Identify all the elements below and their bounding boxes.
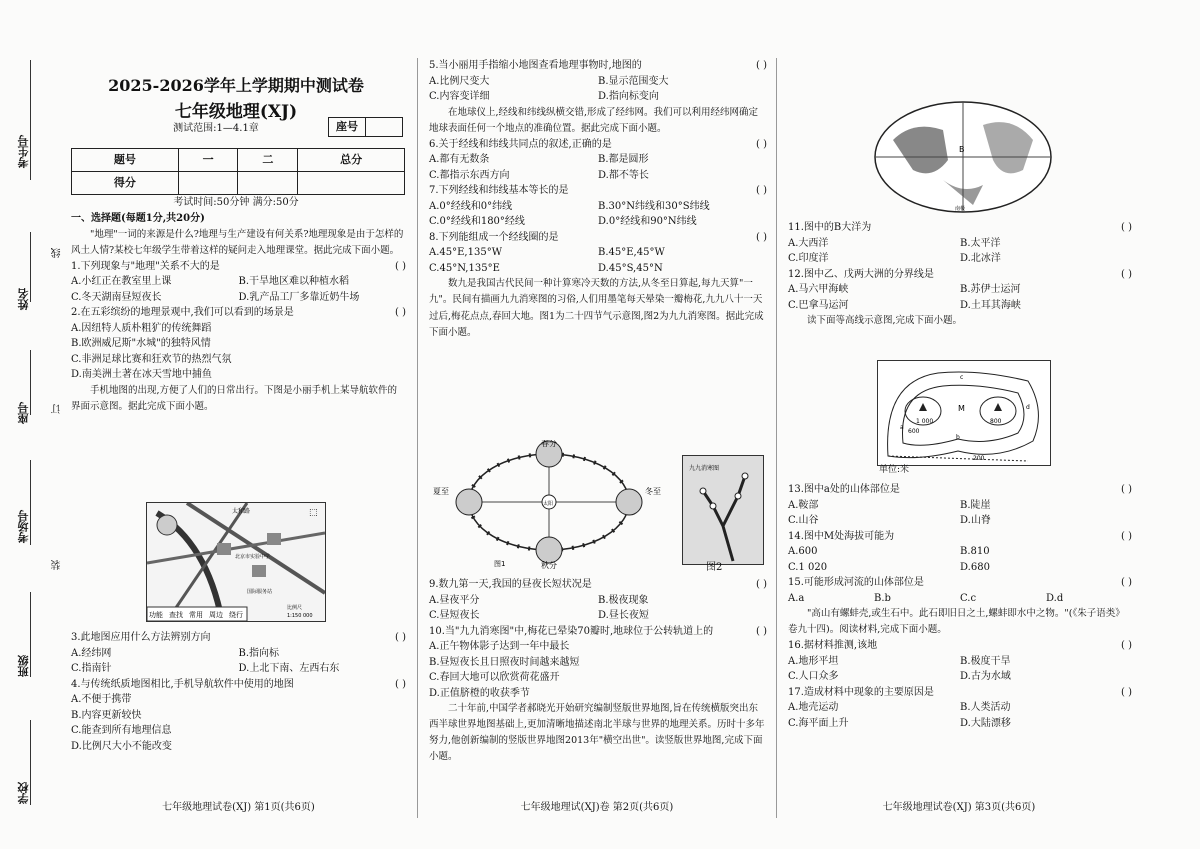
margin-label-name: 姓名 xyxy=(17,288,30,310)
cut-word-fold: 装 xyxy=(52,560,63,570)
margin-label-school: 学校 xyxy=(17,782,30,804)
svg-text:太和路: 太和路 xyxy=(232,508,251,515)
btn-nearby[interactable]: 周边 xyxy=(209,611,223,619)
svg-text:800: 800 xyxy=(990,418,1002,425)
svg-text:图1: 图1 xyxy=(494,560,506,568)
answer-paren[interactable]: ( ) xyxy=(395,260,406,272)
svg-text:冬至: 冬至 xyxy=(645,487,661,496)
btn-detour[interactable]: 绕行 xyxy=(229,611,243,619)
svg-text:b: b xyxy=(956,434,960,441)
svg-text:九九消寒图: 九九消寒图 xyxy=(689,465,720,472)
footer-page-1: 七年级地理试卷(XJ) 第1页(共6页) xyxy=(162,801,315,813)
svg-text:B: B xyxy=(959,145,965,154)
svg-text:国际服务站: 国际服务站 xyxy=(247,589,273,595)
solar-terms-figure xyxy=(429,440,674,570)
margin-label-student-id: 考生号 xyxy=(17,135,30,168)
footer-page-3: 七年级地理试卷(XJ) 第3页(共6页) xyxy=(882,801,1036,813)
plum-figure xyxy=(682,455,764,565)
exam-title: 2025-2026学年上学期期中测试卷 xyxy=(108,76,364,95)
exam-info: 考试时间:50分钟 满分:50分 xyxy=(173,197,299,208)
margin-label-seat: 座号 xyxy=(17,402,30,424)
svg-text:a: a xyxy=(900,424,904,431)
btn-function[interactable]: 功能 xyxy=(149,611,163,619)
zoom-icon: ⬚ xyxy=(309,508,318,518)
column-page-2: 5.当小丽用手指缩小地图查看地理事物时,地图的 ( ) A.比例尺变大 B.显示范围变大 C.内容变详细 D.指向标变向 在地球仪上,经线和纬线纵横交错,形成了经纬网。我们可以利用经纬网确定地球表面任何一个地点的准确位置。据此完成下面小题。 6.关于经线和纬线共同点的叙述,正确的是 ( ) A.都有无数条 B.都是圆形 C.都指示东西方向 D.都不等长 7.下列经线和纬线基本等长的是 ( ) A.0°经线和0°纬线 B.30°N纬线和30°S纬线 C.0°经线和180°经线 D.0°经线和90°N纬线 8.下列能组成一个经线圈的是 ( ) A.45°E,135°W B.45°E,45°W C.45°N,135°E D.45°S,45°N 数九是我国古代民间一种计算寒冷天数的方法,从冬至日算起,每九天算"一九"。民间有描画九九消寒图的习俗,人们用墨笔每天晕染一瓣梅花,九九八十一天过后,梅花点点,春回大地。图1为二十四节气示意图,图2为九九消寒图。据此完成下面小题。 太阳 春分 夏至 秋分 冬至 图1 九九消寒图 图2 9.数九第一天,我国的昼夜长短状况是 ( ) A.昼夜平分 B.极夜现象 C.昼短夜长 D.昼长夜短 10.当"九九消寒图"中,梅花已晕染70瓣时,地球位于公转轨道上的 ( ) A.正午物体影子达到一年中最长 B.昼短夜长且日照夜时间越来越短 C.春回大地可以欣赏荷花盛开 D.正值脐橙的收获季节 二十年前,中国学者郝晓光开始研究编制竖版世界地图,旨在传统横版突出东西半球世界地图基础上,更加清晰地描述南北半球与世界的地理关系。历时十多年努力,他创新编制的竖版世界地图2013年"横空出世"。读竖版世界地图,完成下面小题。 七年级地理试(XJ)卷 第2页(共6页) xyxy=(424,0,770,849)
exam-subject: 七年级地理(XJ) xyxy=(174,101,298,122)
seat-input[interactable] xyxy=(366,117,403,137)
contour-figure xyxy=(877,360,1051,466)
svg-text:太阳: 太阳 xyxy=(543,501,554,507)
svg-text:M: M xyxy=(958,404,965,413)
cut-word-line: 线 xyxy=(52,248,63,258)
binding-margin xyxy=(0,0,66,849)
margin-label-class: 班级 xyxy=(17,655,30,677)
btn-common[interactable]: 常用 xyxy=(189,611,203,619)
column-page-3: B 南极 11.图中的B大洋为 ( ) A.大西洋 B.太平洋 C.印度洋 D.北冰洋 12.图中乙、戊两大洲的分界线是 ( ) A.马六甲海峡 B.苏伊士运河 C.巴拿马运河 D.土耳其海峡 读下面等高线示意图,完成下面小题。 M 1 000 800 600 200 a b c d 单位:米 13.图中a处的山体部位是 ( ) A.鞍部 B.陡崖 C.山谷 D.山脊 14.图中M处海拔可能为 ( ) A.600 B.810 C.1 020 D.680 15.可能形成河流的山体部位是 ( ) A.a B.b C.c D.d "高山有螺蚌壳,或生石中。此石即旧日之土,螺蚌即水中之物。"(《朱子语类》卷九十四)。阅读材料,完成下面小题。 16.据材料推测,该地 ( ) A.地形平坦 B.极度干旱 C.人口众多 D.古为水域 17.造成材料中现象的主要原因是 ( ) A.地壳运动 B.人类活动 C.海平面上升 D.大陆漂移 七年级地理试卷(XJ) 第3页(共6页) xyxy=(783,0,1135,849)
svg-text:夏至: 夏至 xyxy=(433,487,449,496)
cut-word-bind: 订 xyxy=(52,404,63,414)
svg-text:c: c xyxy=(960,374,964,381)
svg-text:春分: 春分 xyxy=(541,440,557,448)
svg-text:比例尺: 比例尺 xyxy=(287,605,303,611)
exam-scope: 测试范围:1—4.1章 xyxy=(173,123,259,134)
btn-search[interactable]: 查找 xyxy=(169,611,183,619)
seat-box: 座号 xyxy=(328,117,403,137)
svg-text:北京市实验中学: 北京市实验中学 xyxy=(235,554,271,560)
footer-page-2: 七年级地理试(XJ)卷 第2页(共6页) xyxy=(520,801,674,813)
phone-map-figure xyxy=(146,502,326,622)
svg-text:200: 200 xyxy=(973,455,985,462)
world-map-figure xyxy=(873,100,1053,215)
svg-text:1:150 000: 1:150 000 xyxy=(287,613,313,619)
column-page-1: 2025-2026学年上学期期中测试卷 七年级地理(XJ) 测试范围:1—4.1章 座号 题号 一 二 总分 得分 考试时间:50分钟 满分:50分 一、选择题(每题1分,共20分) "地理"一词的来源是什么?地理与生产建设有何关系?地理现象是由于怎样的风土人情?某校七年级学生带着这样的疑问走入地理课堂。据此完成下面小题。 1.下列现象与"地理"关系不大的是 ( ) A.小红正在教室里上课 B.干旱地区难以种植水稻 C.冬天湖南昼短夜长 D.乳产品工厂多靠近奶牛场 2.在五彩缤纷的地理景观中,我们可以看到的场景是 ( ) A.因纽特人质朴粗犷的传统舞蹈 B.欧洲威尼斯"水城"的独特风情 C.非洲足球比赛和狂欢节的热烈气氛 D.南美洲土著在冰天雪地中捕鱼 手机地图的出现,方便了人们的日常出行。下图是小丽手机上某导航软件的界面示意图。据此完成下面小题。 太和路 北京市实验中学 国际服务站 比例尺 1:150 000 ⬚ 功能 查找 常用 周边 绕行 3.此地图应用什么方法辨别方向 ( ) A.经纬网 B.指向标 C.指南针 D.上北下南、左西右东 4.与传统纸质地图相比,手机导航软件中使用的地图 ( ) A.不便于携带 B.内容更新较快 C.能查到所有地理信息 D.比例尺大小不能改变 七年级地理试卷(XJ) 第1页(共6页) xyxy=(66,0,411,849)
svg-text:南极: 南极 xyxy=(955,206,966,212)
svg-text:d: d xyxy=(1026,404,1030,411)
svg-text:秋分: 秋分 xyxy=(541,561,557,570)
margin-label-room: 考场号 xyxy=(17,510,30,543)
svg-text:1 000: 1 000 xyxy=(916,418,934,425)
svg-text:600: 600 xyxy=(908,428,920,435)
score-table: 题号 一 二 总分 得分 xyxy=(71,148,405,195)
